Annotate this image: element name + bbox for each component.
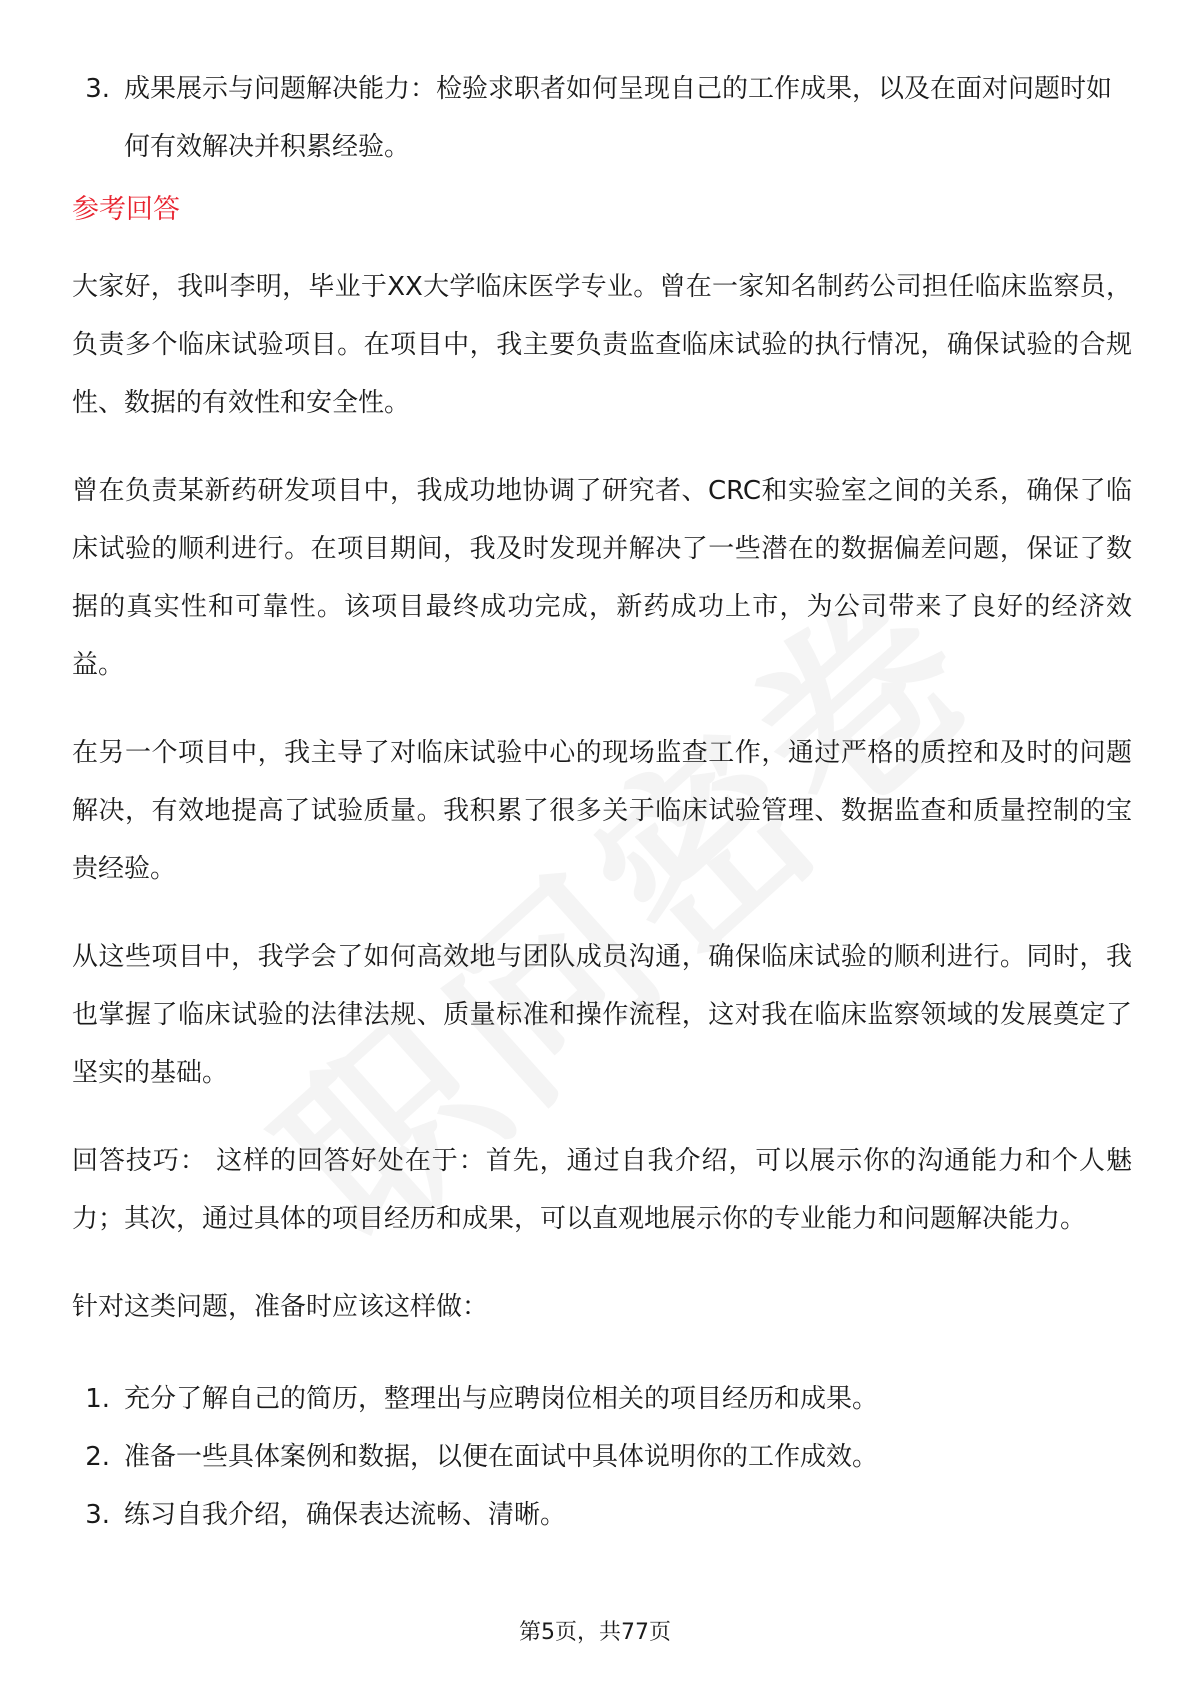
page-footer: 第5页，共77页 — [519, 1620, 671, 1645]
paragraph-project-one: 曾在负责某新药研发项目中，我成功地协调了研究者、CRC和实验室之间的关系，确保了临床试验的顺利进行。在项目期间，我及时发现并解决了一些潜在的数据偏差问题，保证了数据的真实性和可靠性。该项目最终成功完成，新药成功上市，为公司带来了良好的经济效益。 — [72, 476, 1132, 680]
document-page — [72, 60, 1132, 1544]
prep-list-item — [72, 1370, 1132, 1428]
list-text: 充分了解自己的简历，整理出与应聘岗位相关的项目经历和成果。 — [124, 1384, 879, 1414]
list-text: 准备一些具体案例和数据，以便在面试中具体说明你的工作成效。 — [124, 1442, 879, 1472]
criteria-list-item — [72, 60, 1132, 176]
paragraph-intro: 大家好，我叫李明，毕业于XX大学临床医学专业。曾在一家知名制药公司担任临床监察员，负责多个临床试验项目。在项目中，我主要负责监查临床试验的执行情况，确保试验的合规性、数据的有效性和安全性。 — [72, 272, 1132, 418]
section-heading: 参考回答 — [72, 194, 180, 225]
paragraph-project-two: 在另一个项目中，我主导了对临床试验中心的现场监查工作，通过严格的质控和及时的问题解决，有效地提高了试验质量。我积累了很多关于临床试验管理、数据监查和质量控制的宝贵经验。 — [72, 738, 1132, 884]
prep-list-item — [72, 1428, 1132, 1486]
list-number: 3. — [85, 74, 110, 104]
list-number: 1. — [85, 1384, 110, 1414]
prep-list-item — [72, 1486, 1132, 1544]
list-number: 2. — [85, 1442, 110, 1472]
paragraph-lessons: 从这些项目中，我学会了如何高效地与团队成员沟通，确保临床试验的顺利进行。同时，我也掌握了临床试验的法律法规、质量标准和操作流程，这对我在临床监察领域的发展奠定了坚实的基础。 — [72, 942, 1132, 1088]
paragraph-answer-tips: 回答技巧： 这样的回答好处在于：首先，通过自我介绍，可以展示你的沟通能力和个人魅力；其次，通过具体的项目经历和成果，可以直观地展示你的专业能力和问题解决能力。 — [72, 1146, 1132, 1234]
list-number: 3. — [85, 1500, 110, 1530]
list-text: 练习自我介绍，确保表达流畅、清晰。 — [124, 1500, 567, 1530]
prep-list — [72, 1370, 1132, 1544]
list-text: 成果展示与问题解决能力：检验求职者如何呈现自己的工作成果，以及在面对问题时如何有效解决并积累经验。 — [124, 74, 1113, 162]
paragraph-prep-intro: 针对这类问题，准备时应该这样做： — [72, 1292, 489, 1322]
